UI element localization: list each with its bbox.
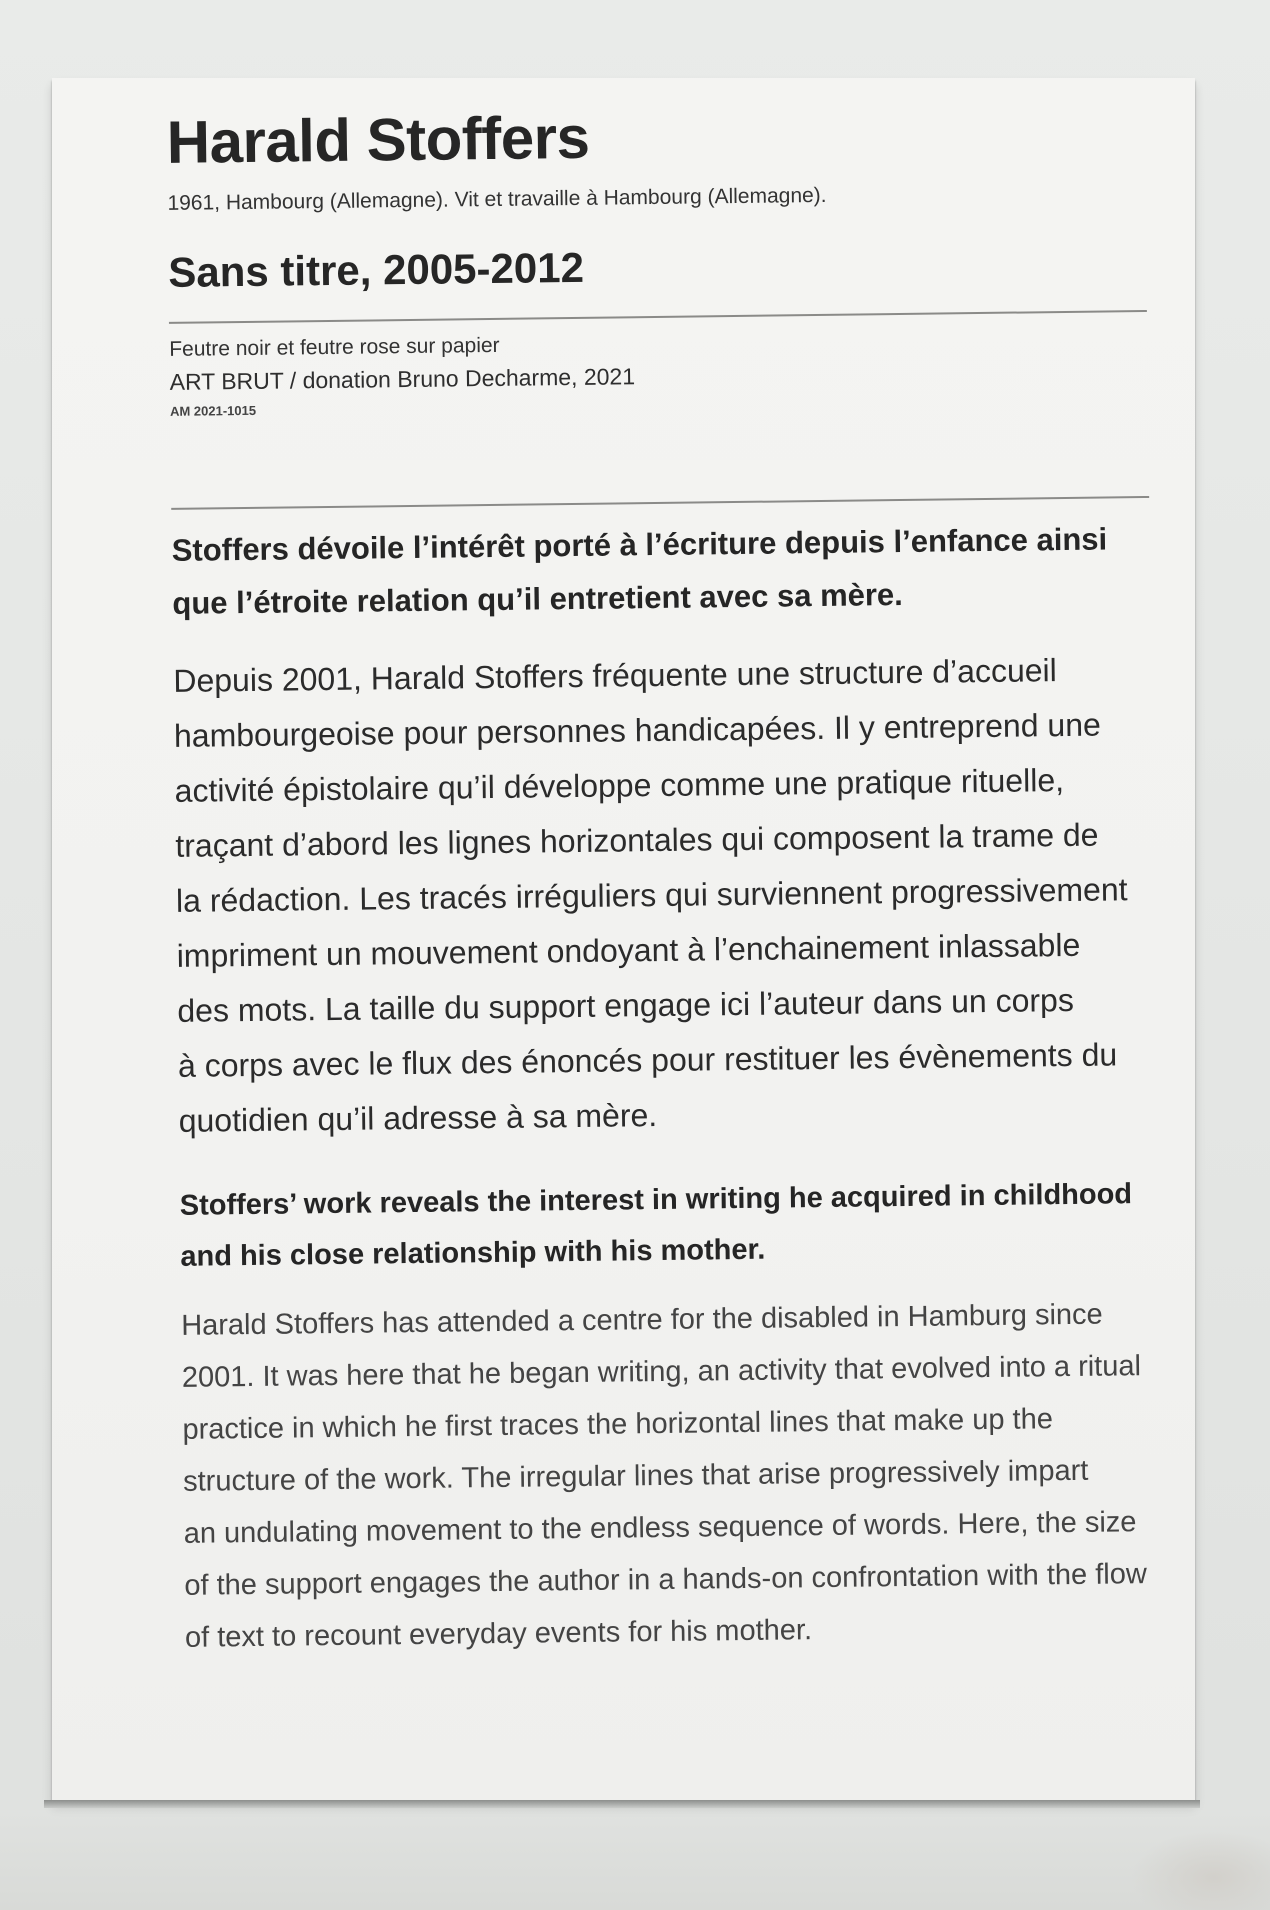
english-lead-line: Stoffers’ work reveals the interest in writing he acquired in childhood [179, 1178, 1133, 1222]
english-body-line: 2001. It was here that he began writing, an activity that evolved into a ritual [181, 1350, 1142, 1394]
english-lead-paragraph [179, 1169, 1180, 1283]
artist-name: Harald Stoffers [166, 103, 590, 176]
label-text-block [52, 71, 1216, 1807]
french-body-line: impriment un mouvement ondoyant à l’enchainement inlassable [176, 926, 1081, 974]
french-body-line: la rédaction. Les tracés irréguliers qui surviennent progressivement [175, 871, 1128, 919]
museum-wall-label [52, 78, 1195, 1800]
work-credit: ART BRUT / donation Bruno Decharme, 2021 [169, 363, 636, 395]
work-title: Sans titre, 2005-2012 [168, 243, 585, 296]
french-lead-line: que l’étroite relation qu’il entretient avec sa mère. [172, 576, 903, 621]
artist-bio: 1961, Hambourg (Allemagne). Vit et travaille à Hambourg (Allemagne). [167, 183, 827, 215]
french-body-line: Depuis 2001, Harald Stoffers fréquente une structure d’accueil [173, 652, 1057, 699]
inventory-number: AM 2021-1015 [169, 402, 257, 419]
english-body-line: practice in which he first traces the horizontal lines that make up the [182, 1403, 1054, 1446]
french-body-line: activité épistolaire qu’il développe comme une pratique rituelle, [174, 762, 1065, 809]
wall-lower-shade [0, 1810, 1270, 1910]
english-body-line: an undulating movement to the endless sequence of words. Here, the size [183, 1506, 1137, 1550]
english-body-line: structure of the work. The irregular lines that arise progressively impart [182, 1454, 1089, 1498]
english-body-paragraph [181, 1288, 1185, 1664]
english-body-line: of the support engages the author in a hands-on confrontation with the flow [184, 1558, 1147, 1602]
english-body-line: of text to recount everyday events for his mother. [184, 1614, 813, 1654]
english-body-line: Harald Stoffers has attended a centre for the disabled in Hamburg since [181, 1298, 1103, 1342]
french-body-line: hambourgeoise pour personnes handicapées. Il y entreprend une [173, 706, 1102, 754]
french-lead-paragraph [171, 512, 1172, 630]
label-bottom-edge [44, 1800, 1200, 1808]
french-body-line: traçant d’abord les lignes horizontales qui composent la trame de [175, 816, 1099, 864]
french-body-line: quotidien qu’il adresse à sa mère. [178, 1097, 658, 1139]
french-body-line: des mots. La taille du support engage ici l’auteur dans un corps [177, 981, 1075, 1029]
french-lead-line: Stoffers dévoile l’intérêt porté à l’écriture depuis l’enfance ainsi [171, 521, 1108, 568]
french-body-line: à corps avec le flux des énoncés pour restituer les évènements du [177, 1036, 1118, 1084]
work-medium: Feutre noir et feutre rose sur papier [169, 333, 500, 361]
title-divider [169, 310, 1147, 324]
description-divider [171, 496, 1149, 510]
english-lead-line: and his close relationship with his mother. [180, 1233, 766, 1273]
french-body-paragraph [173, 642, 1179, 1149]
wall-stain [1130, 1830, 1270, 1910]
